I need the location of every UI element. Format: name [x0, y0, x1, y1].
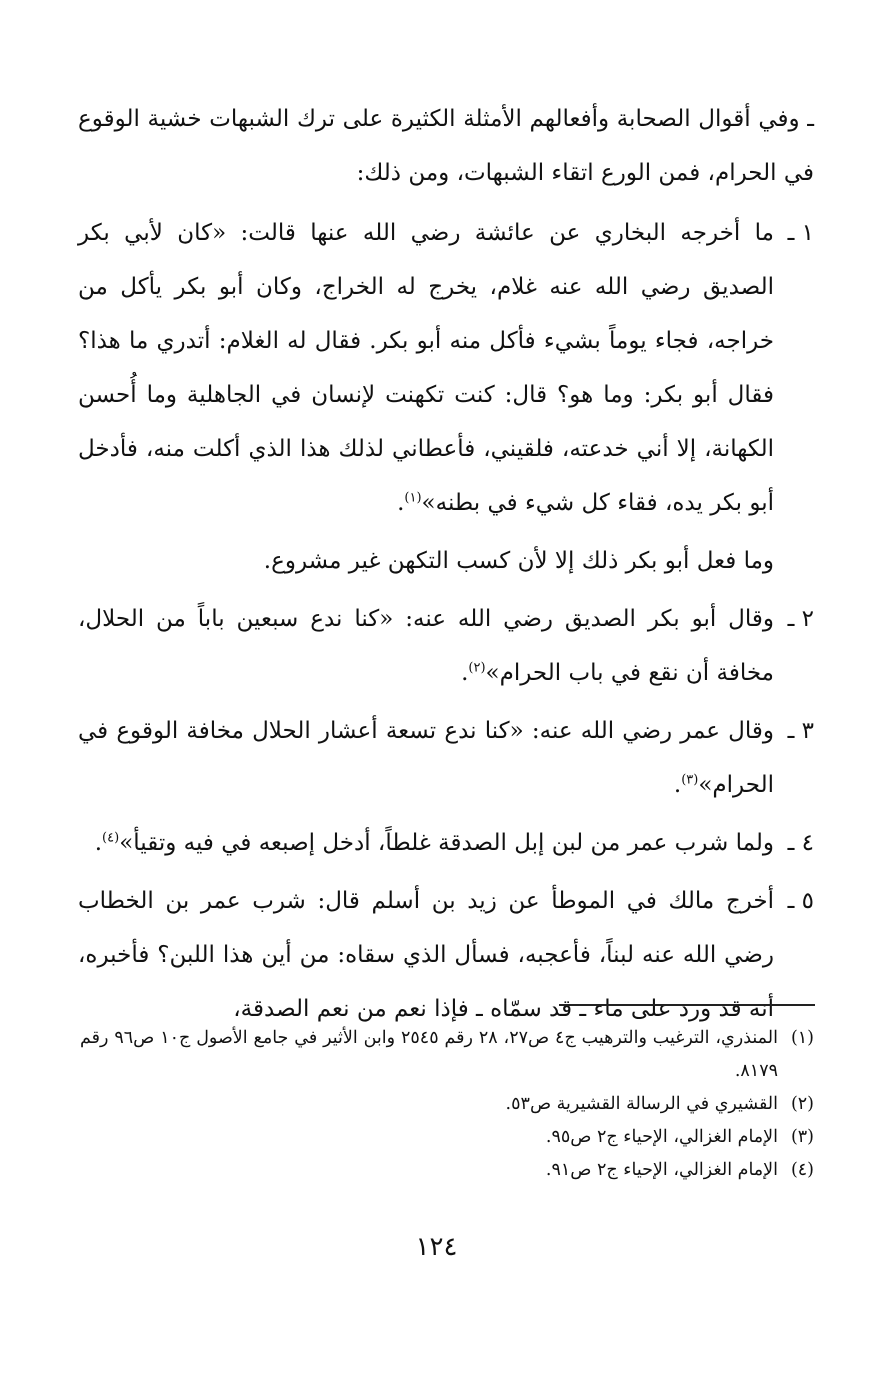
item-number: ١ ـ	[787, 220, 814, 246]
item-text: وقال أبو بكر الصديق رضي الله عنه: «كنا ندع سبعين باباً من الحلال، مخافة أن نقع في باب الحرام»	[78, 606, 774, 686]
footnote-text: الإمام الغزالي، الإحياء ج٢ ص٩١.	[545, 1160, 778, 1180]
intro-paragraph: ـ وفي أقوال الصحابة وأفعالهم الأمثلة الكثيرة على ترك الشبهات خشية الوقوع في الحرام، فمن الورع اتقاء الشبهات، ومن ذلك:	[78, 106, 814, 186]
footnote-ref: (٣)	[681, 772, 699, 788]
footnote-number: (٣)	[790, 1127, 814, 1147]
footnote-text: المنذري، الترغيب والترهيب ج٤ ص٢٧، ٢٨ رقم ٢٥٤٥ وابن الأثير في جامع الأصول ج١٠ ص٩٦ رقم ٨١٧٩.	[80, 1028, 778, 1081]
list-item-2	[78, 592, 814, 700]
footnote-2	[80, 1088, 814, 1121]
item-tail: .	[461, 660, 469, 686]
footnote-text: الإمام الغزالي، الإحياء ج٢ ص٩٥.	[545, 1127, 778, 1147]
commentary-paragraph: وما فعل أبو بكر ذلك إلا لأن كسب التكهن غير مشروع.	[263, 548, 774, 574]
item-tail: .	[397, 490, 405, 516]
list-item-3	[78, 704, 814, 812]
item-text: ما أخرجه البخاري عن عائشة رضي الله عنها قالت: «كان لأبي بكر الصديق رضي الله عنه غلام، يخرج له الخراج، وكان أبو بكر يأكل من خراجه، فجاء يوماً بشيء فأكل منه أبو بكر. فقال له الغلام: أتدري ما هذا؟ فقال أبو بكر: وما هو؟ قال: كنت تكهنت لإنسان في الجاهلية وما أُحسن الكهانة، إلا أني خدعته، فلقيني، فأعطاني لذلك هذا الذي أكلت منه، فأدخل أبو بكر يده، فقاء كل شيء في بطنه»	[78, 220, 774, 516]
footnote-number: (٤)	[790, 1160, 814, 1180]
item-number: ٢ ـ	[787, 606, 814, 632]
footnote-number: (١)	[790, 1028, 814, 1048]
footnotes	[80, 1022, 814, 1187]
item-text: وقال عمر رضي الله عنه: «كنا ندع تسعة أعشار الحلال مخافة الوقوع في الحرام»	[78, 718, 774, 798]
item-number: ٥ ـ	[787, 888, 814, 914]
footnote-ref: (١)	[404, 490, 422, 506]
item-number: ٣ ـ	[787, 718, 814, 744]
footnote-number: (٢)	[790, 1094, 814, 1114]
item-tail: .	[673, 772, 682, 798]
main-text	[78, 92, 814, 1040]
footnote-ref: (٤)	[102, 830, 120, 846]
item-text: أخرج مالك في الموطأ عن زيد بن أسلم قال: شرب عمر بن الخطاب رضي الله عنه لبناً، فأعجبه، فسأل الذي سقاه: من أين هذا اللبن؟ فأخبره، أنه قد ورد على ماء ـ قد سمّاه ـ فإذا نعم من نعم الصدقة،	[78, 888, 774, 1022]
item-number: ٤ ـ	[787, 830, 814, 856]
list-item-1	[78, 206, 814, 530]
list-item-5	[78, 874, 814, 1036]
footnote-ref: (٢)	[468, 660, 486, 676]
list-item-4	[78, 816, 814, 870]
page-number: ١٢٤	[415, 1232, 458, 1262]
item-tail: .	[94, 830, 103, 856]
footnote-1	[80, 1022, 814, 1088]
footnote-text: القشيري في الرسالة القشيرية ص٥٣.	[505, 1094, 778, 1114]
footnote-separator	[559, 1004, 815, 1006]
footnote-3	[80, 1121, 814, 1154]
item-text: ولما شرب عمر من لبن إبل الصدقة غلطاً، أدخل إصبعه في فيه وتقيأ»	[119, 830, 774, 856]
footnote-4	[80, 1154, 814, 1187]
